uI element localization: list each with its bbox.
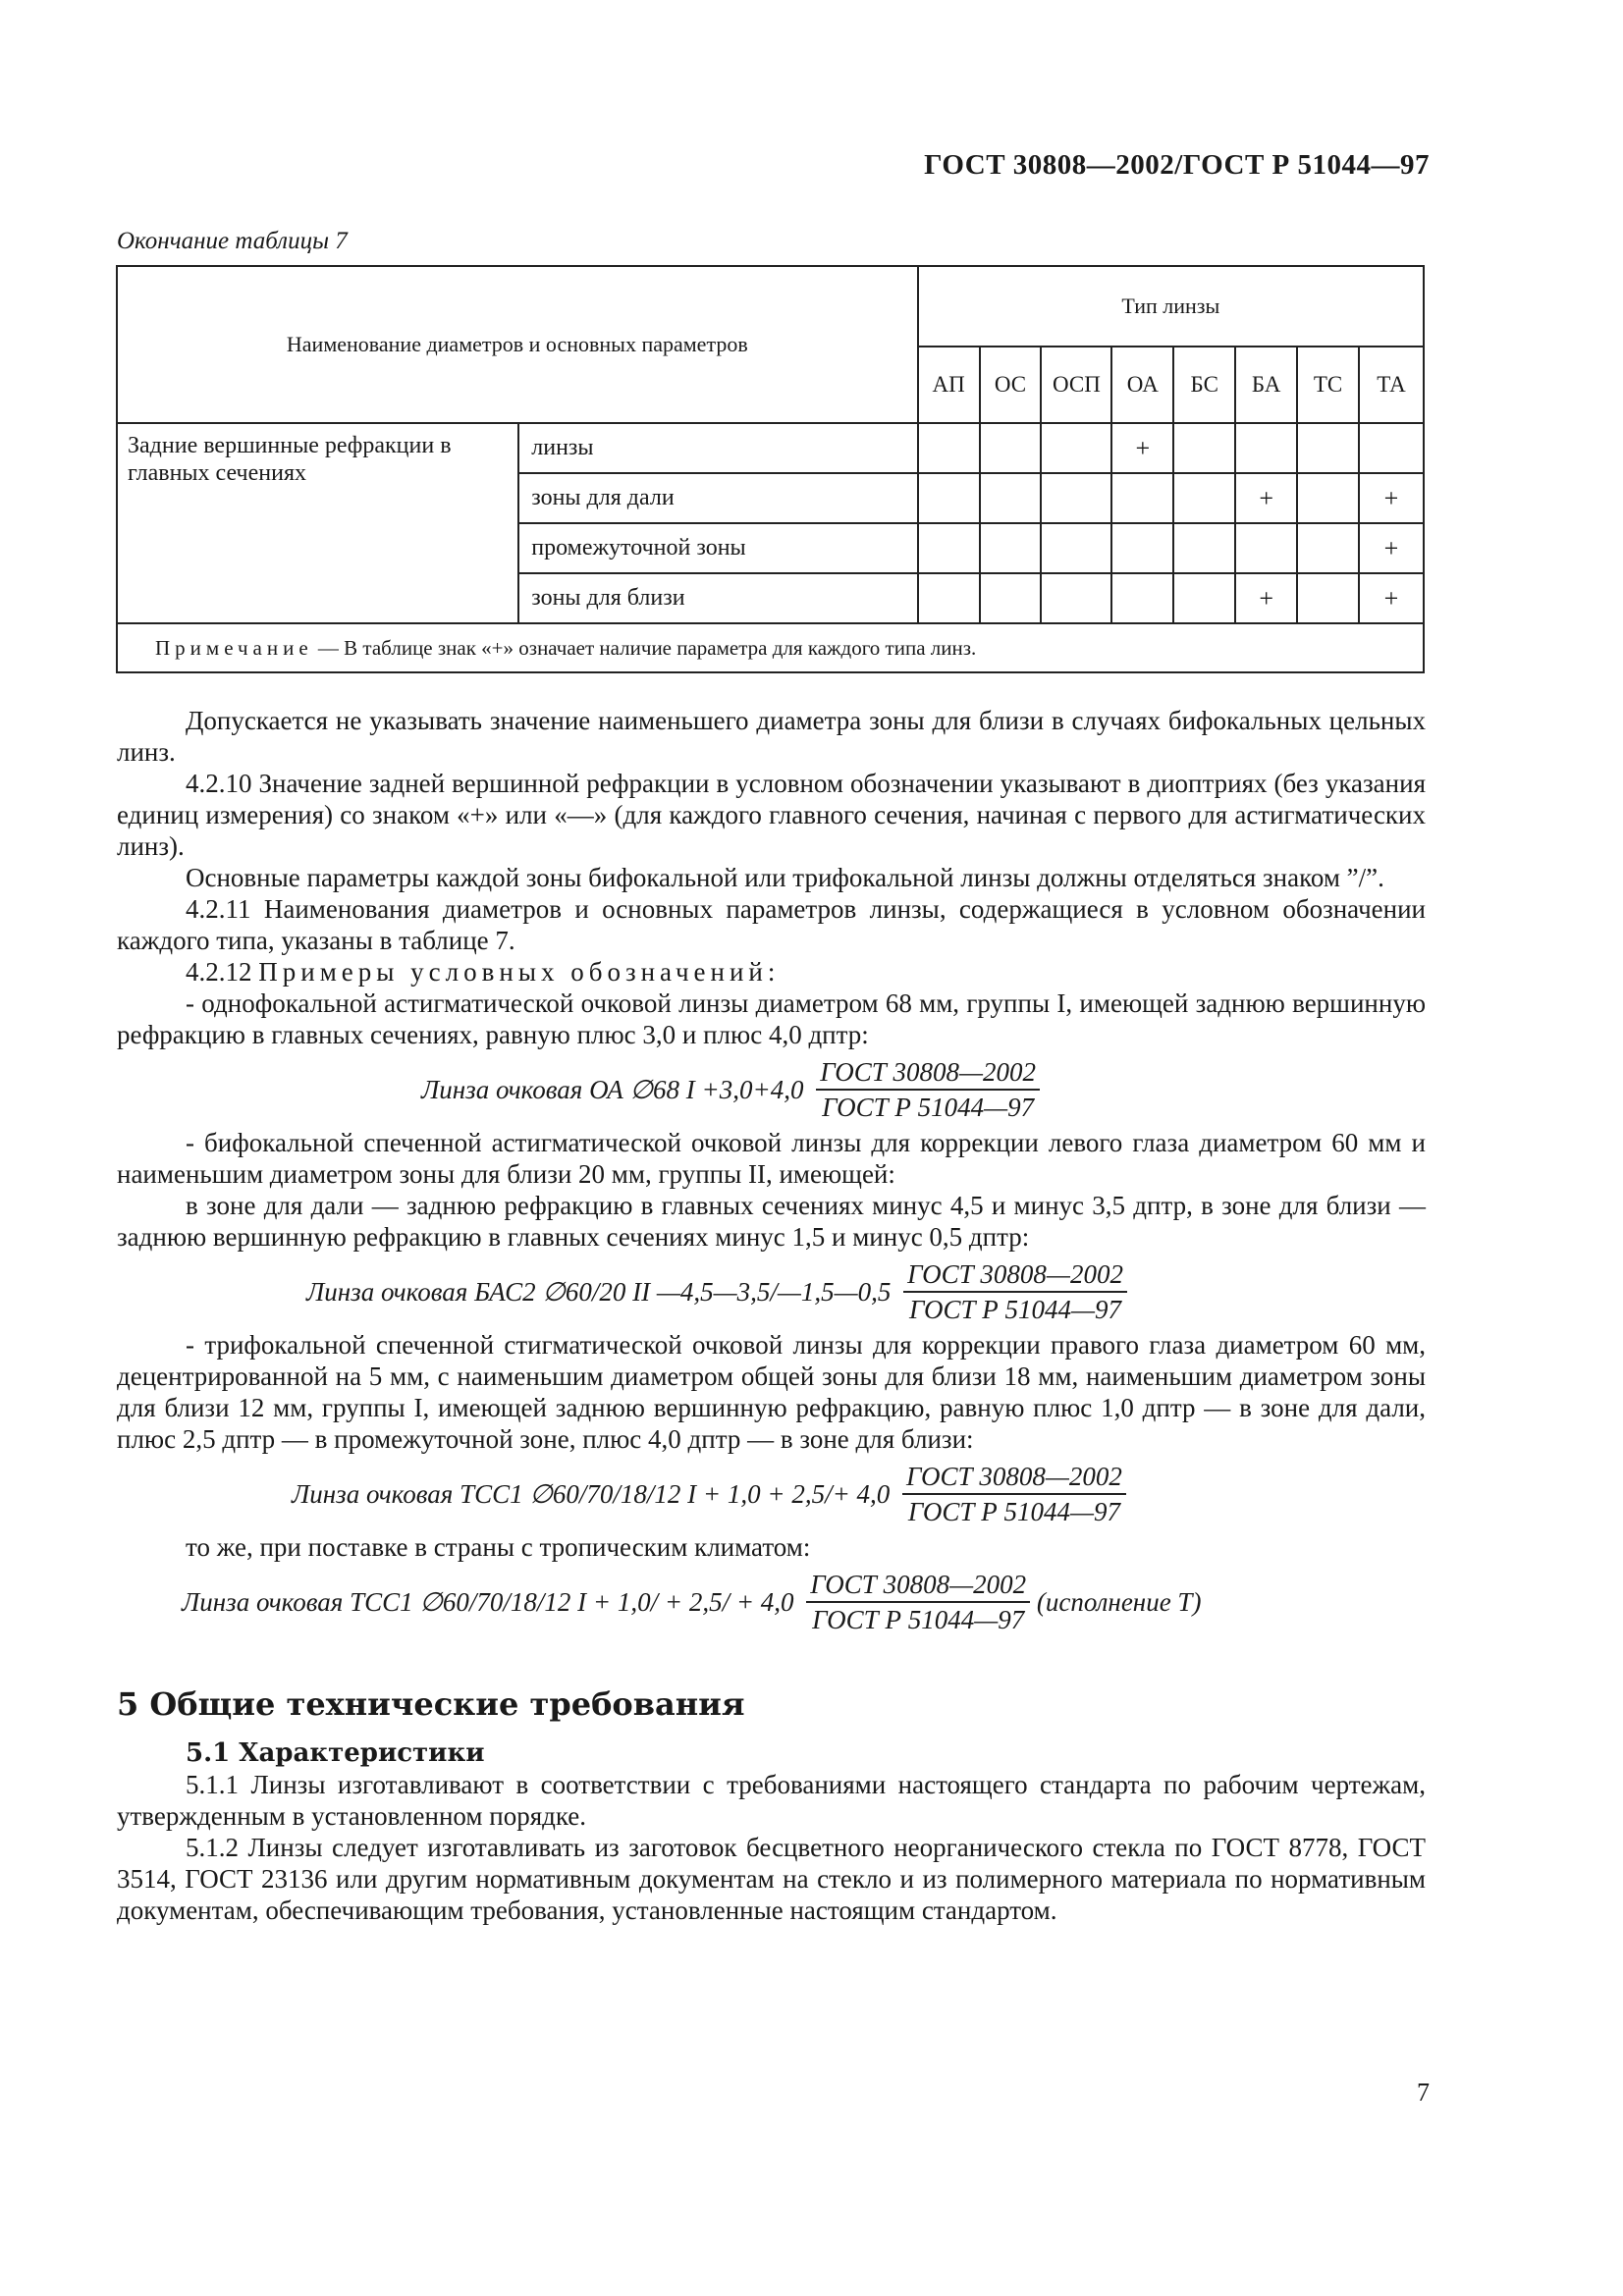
paragraph: в зоне для дали — заднюю рефракцию в главных сечениях минус 4,5 и минус 3,5 дптр, в зоне для близи — заднюю вершинную рефракцию в главных сечениях минус 1,5 и минус 0,5 дптр: [117,1191,1426,1252]
formula-text: Линза очковая ОА ∅68 I +3,0+4,0 [421,1075,804,1104]
mark-cell [918,523,980,573]
formula-fraction [903,1258,1127,1325]
fraction-denominator: ГОСТ Р 51044—97 [822,1093,1035,1122]
subsection-title: 5.1 Характеристики [186,1738,485,1768]
mark-cell [980,473,1042,523]
column-header-name: Наименование диаметров и основных параметров [117,266,918,423]
table-caption: Окончание таблицы 7 [117,228,348,254]
mark-cell [1041,573,1111,623]
fraction-numerator: ГОСТ 30808—2002 [903,1258,1127,1293]
type-header: БС [1173,347,1235,423]
mark-cell [1359,423,1424,473]
formula-3 [117,1455,1426,1531]
paragraph: 5.1.2 Линзы следует изготавливать из заготовок бесцветного неорганического стекла по ГОСТ 8778, ГОСТ 3514, ГОСТ 23136 или другим нормативным документам на стекло и из полимерного материала по нормативным документам, обеспечивающим требования, установленные настоящим стандартом. [117,1833,1426,1925]
paragraph: Основные параметры каждой зоны бифокальной или трифокальной линзы должны отделяться знаком ”/”. [186,863,1384,892]
mark-cell: + [1235,573,1297,623]
mark-cell [1173,523,1235,573]
paragraph: - трифокальной спеченной стигматической очковой линзы для коррекции правого глаза диаметром 60 мм, децентрированной на 5 мм, с наименьшим диаметром общей зоны для близи 18 мм, наименьшим диаметром зоны для близи 12 мм, группы I, имеющей заднюю вершинную рефракцию, равную плюс 1,0 дптр — в зоне для дали, плюс 2,5 дптр — в промежуточной зоне, плюс 4,0 дптр — в зоне для близи: [117,1330,1426,1454]
table-7 [116,265,1425,673]
formula-4 [117,1563,1426,1639]
type-header: ОС [980,347,1042,423]
mark-cell [1173,423,1235,473]
mark-cell [980,523,1042,573]
mark-cell [1235,423,1297,473]
formula-1 [117,1050,1426,1127]
formula-fraction [902,1461,1126,1527]
table-note [117,623,1424,672]
fraction-denominator: ГОСТ Р 51044—97 [812,1605,1025,1634]
type-header: БА [1235,347,1297,423]
paragraph: 4.2.11 Наименования диаметров и основных параметров линзы, содержащиеся в условном обозначении каждого типа, указаны в таблице 7. [117,894,1426,955]
mark-cell [1041,523,1111,573]
mark-cell: + [1235,473,1297,523]
page-number: 7 [1417,2078,1430,2107]
formula-fraction [806,1569,1030,1635]
mark-cell [980,573,1042,623]
type-header: ОА [1111,347,1173,423]
paragraph: Допускается не указывать значение наименьшего диаметра зоны для близи в случаях бифокальных цельных линз. [117,706,1426,767]
param-label: зоны для дали [518,473,917,523]
mark-cell [918,423,980,473]
note-label: Примечание [155,635,313,660]
mark-cell [1297,523,1359,573]
formula-fraction [816,1056,1040,1123]
fraction-numerator: ГОСТ 30808—2002 [902,1461,1126,1495]
formula-text: Линза очковая ТСС1 ∅60/70/18/12 I + 1,0/ + 2,5/ + 4,0 [182,1587,794,1617]
formula-text: Линза очковая ТСС1 ∅60/70/18/12 I + 1,0 + 2,5/+ 4,0 [292,1479,891,1509]
row-group-label: Задние вершинные рефракции в главных сечениях [117,423,518,623]
mark-cell [1297,573,1359,623]
paragraph: 5.1.1 Линзы изготавливают в соответствии с требованиями настоящего стандарта по рабочим чертежам, утвержденным в установленном порядке. [117,1770,1426,1831]
mark-cell [1041,473,1111,523]
mark-cell [1173,473,1235,523]
mark-cell [980,423,1042,473]
section-title: 5 Общие технические требования [117,1685,745,1723]
fraction-denominator: ГОСТ Р 51044—97 [909,1295,1122,1324]
mark-cell [1111,473,1173,523]
mark-cell [918,573,980,623]
formula-2 [117,1253,1426,1329]
type-header: АП [918,347,980,423]
mark-cell: + [1111,423,1173,473]
body-text [117,705,1426,1926]
formula-suffix: (исполнение Т) [1036,1587,1202,1617]
fraction-numerator: ГОСТ 30808—2002 [806,1569,1030,1603]
document-code: ГОСТ 30808—2002/ГОСТ Р 51044—97 [924,149,1430,181]
mark-cell [1235,523,1297,573]
paragraph: - бифокальной спеченной астигматической очковой линзы для коррекции левого глаза диаметром 60 мм и наименьшим диаметром зоны для близи 20 мм, группы II, имеющей: [117,1128,1426,1189]
mark-cell [1041,423,1111,473]
param-label: промежуточной зоны [518,523,917,573]
paragraph [117,956,1426,988]
mark-cell [1297,423,1359,473]
column-header-type: Тип линзы [918,266,1424,347]
mark-cell [1297,473,1359,523]
table-row [117,423,1424,473]
fraction-denominator: ГОСТ Р 51044—97 [907,1497,1120,1526]
paragraph: 4.2.10 Значение задней вершинной рефракции в условном обозначении указывают в диоптриях (без указания единиц измерения) со знаком «+» или «—» (для каждого главного сечения, начиная с первого для астигматических линз). [117,769,1426,861]
param-label: линзы [518,423,917,473]
clause-number: 4.2.12 [186,957,252,987]
paragraph: то же, при поставке в страны с тропическим климатом: [186,1532,811,1562]
note-text: — В таблице знак «+» означает наличие параметра для каждого типа линз. [312,635,977,660]
examples-heading: Примеры условных обозначений: [258,957,781,987]
fraction-numerator: ГОСТ 30808—2002 [816,1056,1040,1091]
mark-cell: + [1359,523,1424,573]
type-header: ОСП [1041,347,1111,423]
type-header: ТА [1359,347,1424,423]
mark-cell [1173,573,1235,623]
mark-cell [1111,523,1173,573]
mark-cell: + [1359,473,1424,523]
mark-cell: + [1359,573,1424,623]
paragraph: - однофокальной астигматической очковой линзы диаметром 68 мм, группы I, имеющей заднюю вершинную рефракцию в главных сечениях, равную плюс 3,0 и плюс 4,0 дптр: [117,988,1426,1049]
formula-text: Линза очковая БАС2 ∅60/20 II —4,5—3,5/—1,5—0,5 [306,1277,892,1307]
param-label: зоны для близи [518,573,917,623]
mark-cell [918,473,980,523]
mark-cell [1111,573,1173,623]
type-header: ТС [1297,347,1359,423]
